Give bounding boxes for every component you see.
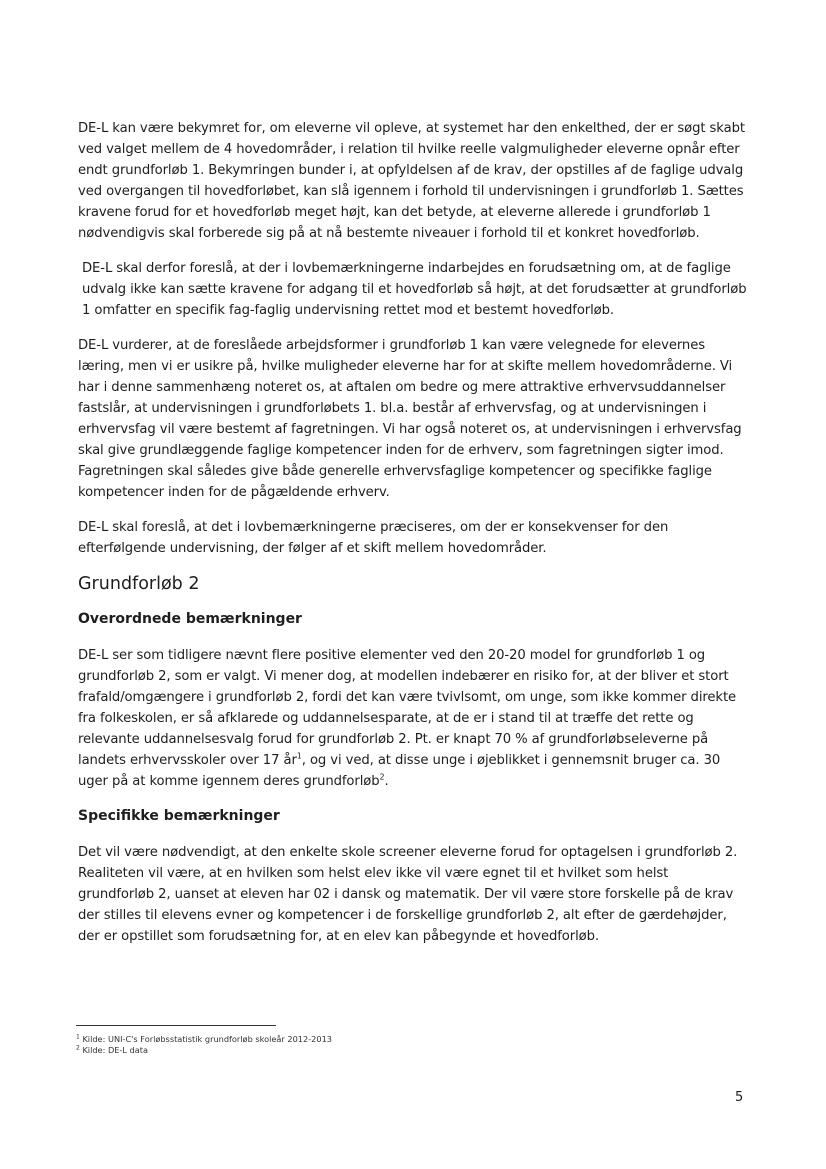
paragraph-specifikke: Det vil være nødvendigt, at den enkelte skole screener eleverne forud for optagelsen i grundforløb 2. Realiteten vil være, at en hvilken som helst elev ikke vil være egnet til et hvilket som helst grundforløb 2, uanset at eleven har 02 i dansk og matematik. Der vil være store forskelle på de krav der stilles til elevens evner og kompetencer i de forskellige grundforløb 2, alt efter de gærdehøjder, der er opstillet som forudsætning for, at en elev kan påbegynde et hovedforløb. [78, 845, 738, 944]
overordnede-text-2: , og vi ved, at disse unge i øjeblikket i gennemsnit bruger ca. 30 uger på at komme igennem deres grundforløb [78, 753, 721, 789]
paragraph-proposal-consequences: DE-L skal foreslå, at det i lovbemærkningerne præciseres, om der er konsekvenser for den efterfølgende undervisning, der følger af et skift mellem hovedområder. [78, 520, 669, 556]
footnote-2: $^2$ Kilde: DE-L data [76, 1044, 148, 1055]
paragraph-proposal-requirements: DE-L skal derfor foreslå, at der i lovbemærkningerne indarbejdes en forudsætning om, at de faglige udvalg ikke kan sætte kravene for adgang til et hovedforløb så højt, at det forudsætter at grundforløb 1 omfatter en specifik fag-faglig undervisning rettet mod et bestemt hovedforløb. [82, 261, 747, 318]
paragraph-work-forms: DE-L vurderer, at de foreslåede arbejdsformer i grundforløb 1 kan være velegnede for elevernes læring, men vi er usikre på, hvilke muligheder eleverne har for at skifte mellem hovedområderne. Vi har i denne sammenhæng noteret os, at aftalen om bedre og mere attraktive erhvervsuddannelser fastslår, at undervisningen i grundforløbets 1. bl.a. består af erhvervsfag, og at undervisningen i erhvervsfag vil være bestemt af fagretningen. Vi har også noteret os, at undervisningen i erhvervsfag skal give grundlæggende faglige kompetencer inden for de erhverv, som fagretningen sigter imod. Fagretningen skal således give både generelle erhvervsfaglige kompetencer og specifikke faglige kompetencer inden for de pågældende erhverv. [78, 338, 742, 500]
section-title: Grundforløb 2 [78, 574, 200, 594]
heading-overordnede: Overordnede bemærkninger [78, 611, 302, 627]
footnote-ref-2: 2 [379, 772, 385, 782]
paragraph-overordnede [78, 645, 748, 792]
heading-specifikke: Specifikke bemærkninger [78, 808, 280, 824]
footnote-1: $^1$ Kilde: UNI-C's Forløbsstatistik grundforløb skoleår 2012-2013 [76, 1033, 333, 1044]
footnote-separator [76, 1025, 276, 1026]
overordnede-text-1: DE-L ser som tidligere nævnt flere positive elementer ved den 20-20 model for grundforløb 1 og grundforløb 2, som er valgt. Vi mener dog, at modellen indebærer en risiko for, at der bliver et stort frafald/omgængere i grundforløb 2, fordi det kan være tvivlsomt, om unge, som ikke kommer direkte fra folkeskolen, er så afklarede og uddannelsesparate, at de er i stand til at træffe det rette og relevante uddannelsesvalg forud for grundforløb 2. Pt. er knapt 70 % af grundforløbseleverne på landets erhvervsskoler over 17 år [78, 648, 737, 768]
document-page [78, 118, 748, 961]
paragraph-concern: DE-L kan være bekymret for, om eleverne vil opleve, at systemet har den enkelthed, der er søgt skabt ved valget mellem de 4 hovedområder, i relation til hvilke reelle valgmuligheder eleverne opnår efter endt grundforløb 1. Bekymringen bunder i, at opfyldelsen af de krav, der opstilles af de faglige udvalg ved overgangen til hovedforløbet, kan slå igennem i forhold til undervisningen i grundforløb 1. Sættes kravene forud for et hovedforløb meget højt, kan det betyde, at eleverne allerede i grundforløb 1 nødvendigvis skal forberede sig på at nå bestemte niveauer i forhold til et konkret hovedforløb. [78, 121, 745, 241]
footnote-ref-1: 1 [296, 751, 302, 761]
page-number: 5 [735, 1090, 744, 1105]
footnotes [76, 1034, 576, 1056]
overordnede-text-3: . [384, 774, 389, 789]
